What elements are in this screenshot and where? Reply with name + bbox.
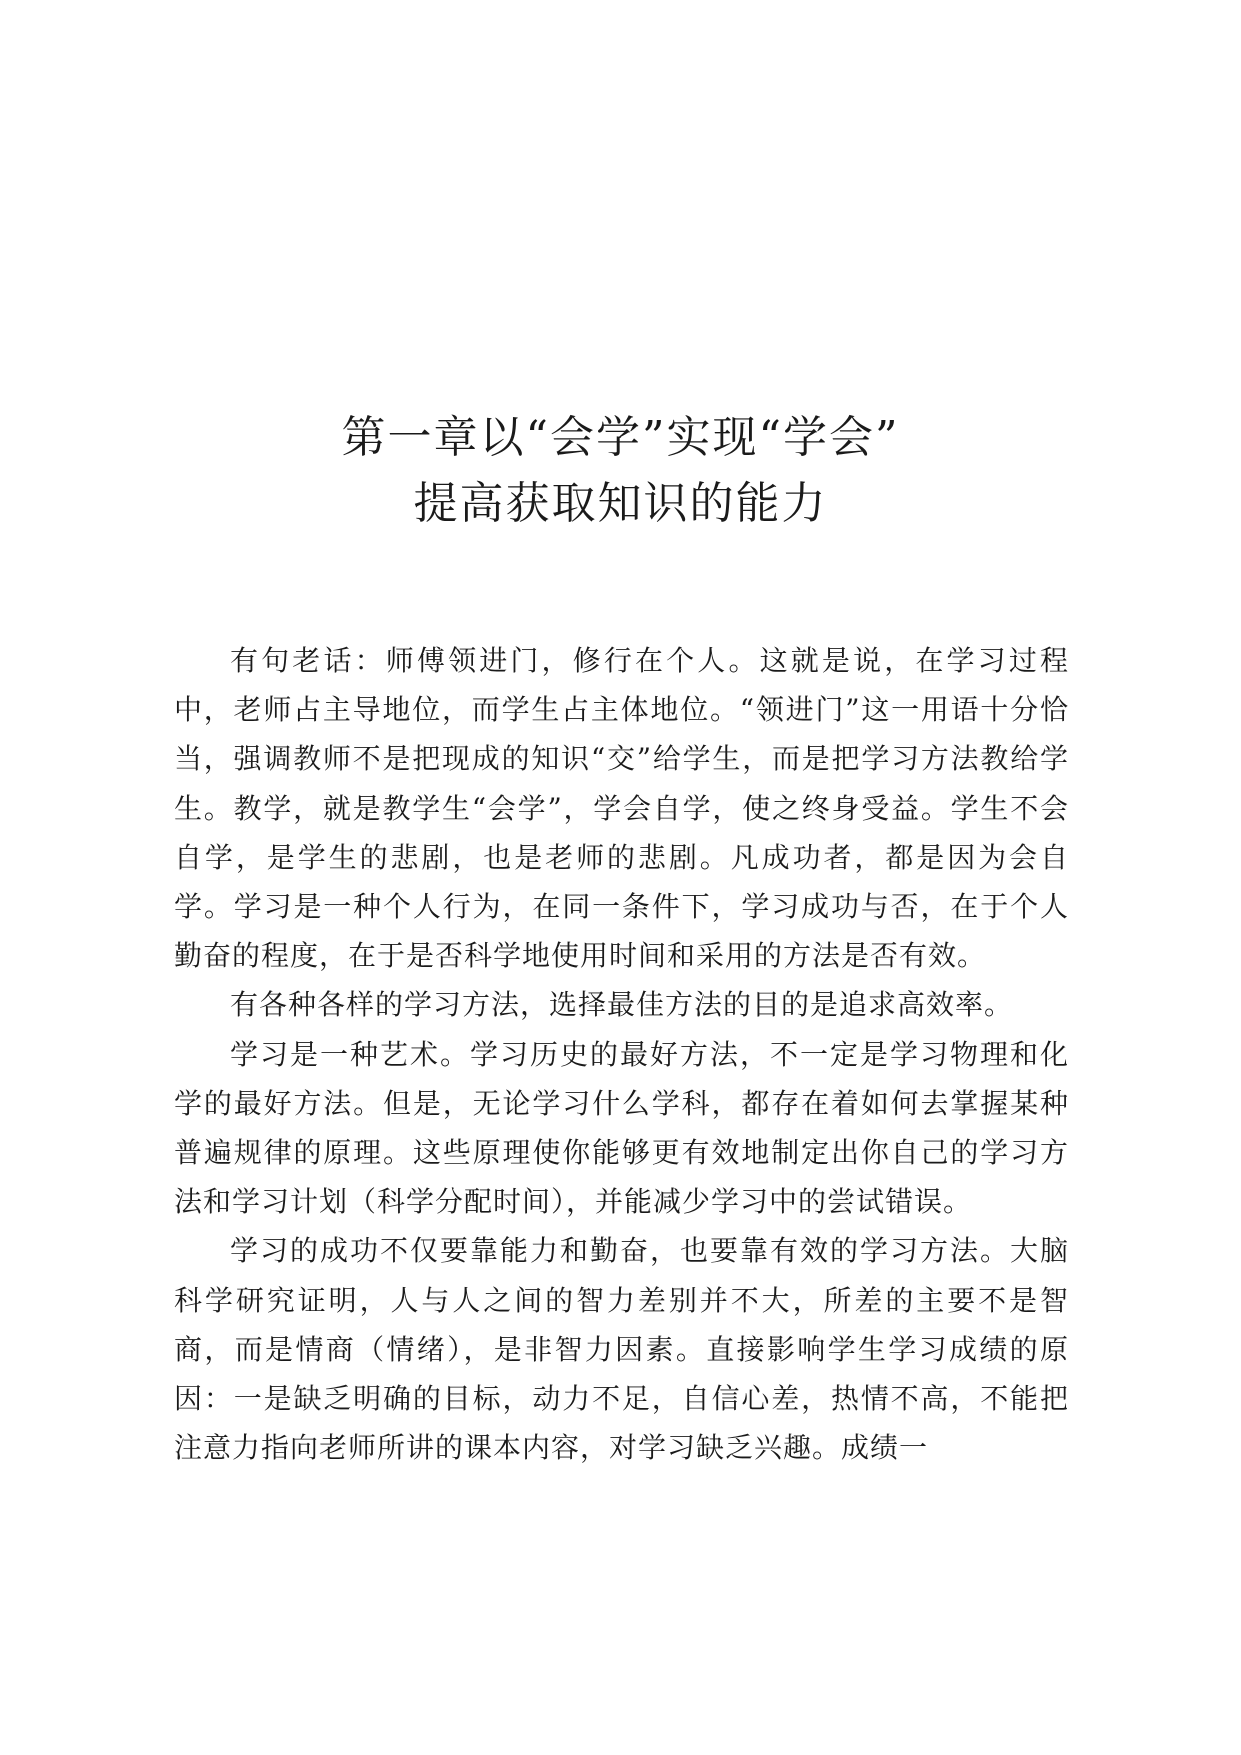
chapter-title	[0, 405, 1241, 537]
body-text	[174, 636, 1069, 1472]
chapter-title-line-2: 提高获取知识的能力	[413, 478, 828, 529]
paragraph-3: 学习是一种艺术。学习历史的最好方法，不一定是学习物理和化学的最好方法。但是，无论学习什么学科，都存在着如何去掌握某种普遍规律的原理。这些原理使你能够更有效地制定出你自己的学习方法和学习计划（科学分配时间），并能减少学习中的尝试错误。	[174, 1037, 1069, 1219]
paragraph-2: 有各种各样的学习方法，选择最佳方法的目的是追求高效率。	[230, 988, 1014, 1022]
paragraph-1: 有句老话：师傅领进门，修行在个人。这就是说，在学习过程中，老师占主导地位，而学生占主体地位。“领进门”这一用语十分恰当，强调教师不是把现成的知识“交”给学生，而是把学习方法教给学生。教学，就是教学生“会学”，学会自学，使之终身受益。学生不会自学，是学生的悲剧，也是老师的悲剧。凡成功者，都是因为会自学。学习是一种个人行为，在同一条件下，学习成功与否，在于个人勤奋的程度，在于是否科学地使用时间和采用的方法是否有效。	[174, 644, 1069, 973]
paragraph-4: 学习的成功不仅要靠能力和勤奋，也要靠有效的学习方法。大脑科学研究证明，人与人之间的智力差别并不大，所差的主要不是智商，而是情商（情绪），是非智力因素。直接影响学生学习成绩的原因：一是缺乏明确的目标，动力不足，自信心差，热情不高，不能把注意力指向老师所讲的课本内容，对学习缺乏兴趣。成绩一	[174, 1234, 1069, 1465]
chapter-title-line-1: 第一章以“会学”实现“学会”	[341, 412, 900, 463]
